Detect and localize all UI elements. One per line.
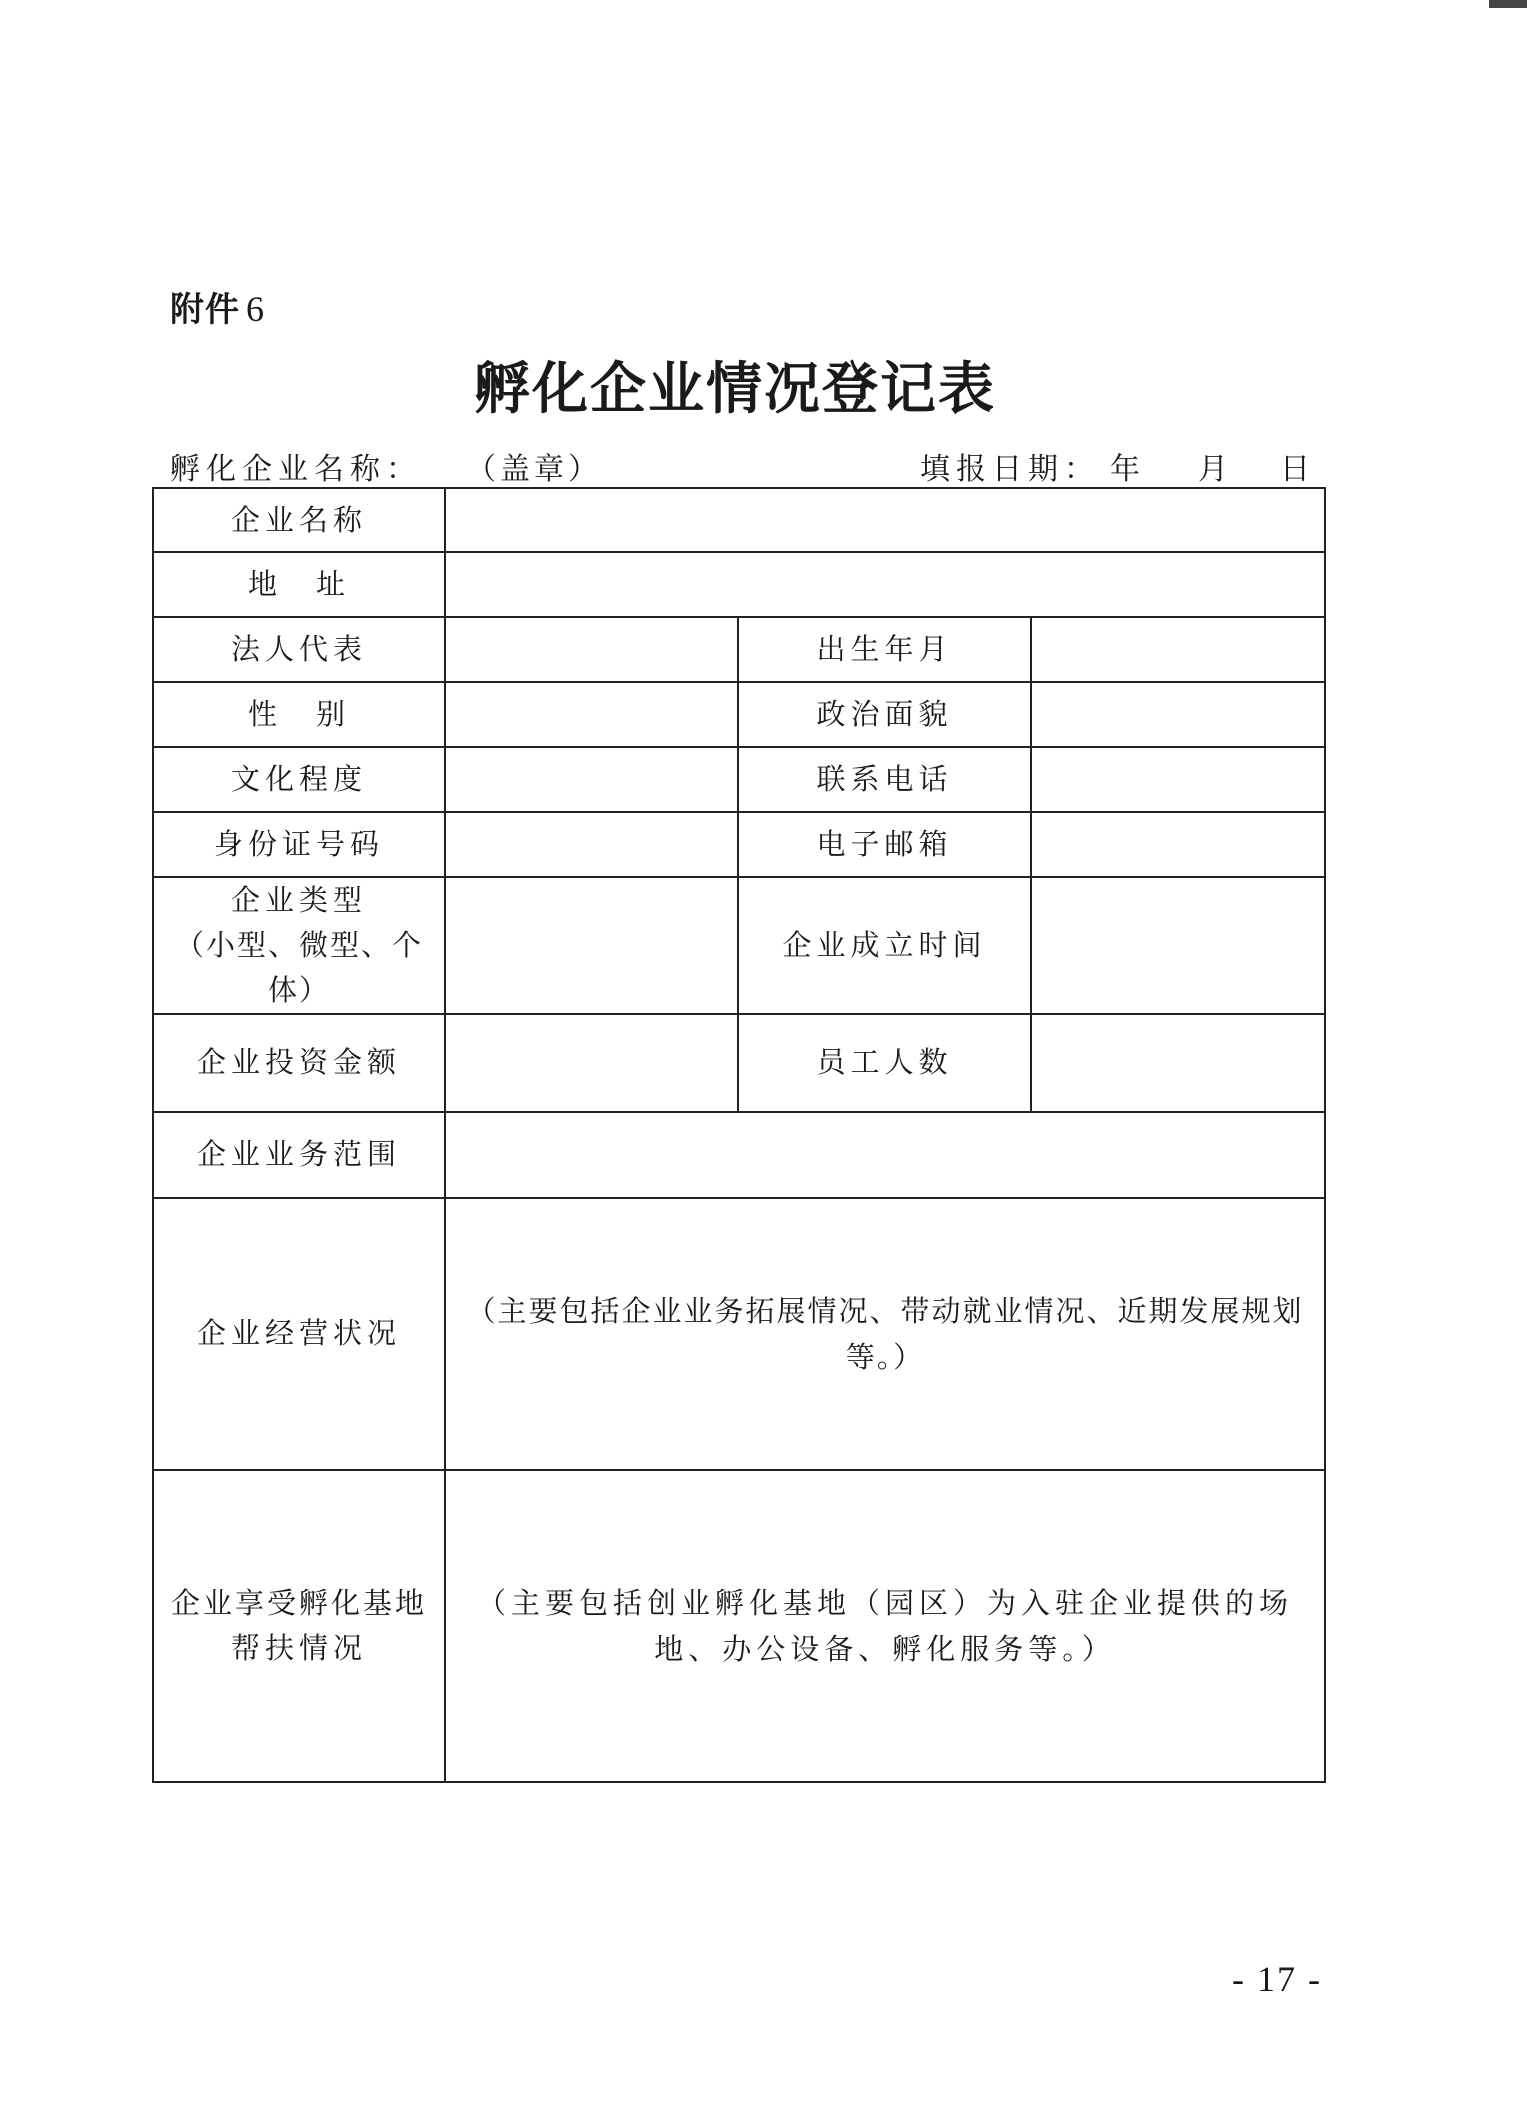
label-political: 政治面貌 bbox=[738, 682, 1031, 747]
month-label: 月 bbox=[1198, 452, 1234, 487]
field-phone[interactable] bbox=[1031, 747, 1325, 812]
row-company-name bbox=[153, 488, 1325, 552]
label-company-name: 企业名称 bbox=[153, 488, 445, 552]
page-number: - 17 - bbox=[1232, 1959, 1322, 1999]
label-incubator-support-line1: 企业享受孵化基地 bbox=[170, 1585, 427, 1620]
row-gender bbox=[153, 682, 1325, 747]
company-name-label: 孵化企业名称： bbox=[170, 452, 422, 487]
field-legal-rep[interactable] bbox=[445, 617, 738, 682]
label-company-type-note: （小型、微型、个体） bbox=[174, 927, 423, 1007]
label-company-type-main: 企业类型 bbox=[230, 883, 367, 917]
row-business-scope bbox=[153, 1112, 1325, 1198]
label-gender: 性 别 bbox=[153, 682, 445, 747]
label-address: 地 址 bbox=[153, 552, 445, 617]
label-birth: 出生年月 bbox=[738, 617, 1031, 682]
label-legal-rep: 法人代表 bbox=[153, 617, 445, 682]
row-investment bbox=[153, 1014, 1325, 1112]
row-id-number bbox=[153, 812, 1325, 877]
label-incubator-support-line2: 帮扶情况 bbox=[230, 1630, 367, 1665]
label-email: 电子邮箱 bbox=[738, 812, 1031, 877]
label-business-scope: 企业业务范围 bbox=[153, 1112, 445, 1198]
attachment-label bbox=[170, 282, 265, 331]
label-company-type bbox=[153, 877, 445, 1014]
label-employees: 员工人数 bbox=[738, 1014, 1031, 1112]
fill-date-label: 填报日期： bbox=[920, 452, 1100, 487]
field-operation[interactable] bbox=[445, 1198, 1325, 1470]
scan-edge-mark bbox=[1489, 0, 1527, 8]
label-education: 文化程度 bbox=[153, 747, 445, 812]
field-business-scope[interactable] bbox=[445, 1112, 1325, 1198]
row-legal-rep bbox=[153, 617, 1325, 682]
attachment-number: 6 bbox=[246, 289, 265, 329]
incubator-support-note: （主要包括创业孵化基地（园区）为入驻企业提供的场地、办公设备、孵化服务等。） bbox=[477, 1585, 1294, 1666]
label-operation: 企业经营状况 bbox=[153, 1198, 445, 1470]
field-birth[interactable] bbox=[1031, 617, 1325, 682]
row-operation bbox=[153, 1198, 1325, 1470]
operation-note: （主要包括企业业务拓展情况、带动就业情况、近期发展规划等。） bbox=[466, 1293, 1304, 1374]
field-id-number[interactable] bbox=[445, 812, 738, 877]
field-address[interactable] bbox=[445, 552, 1325, 617]
seal-note: （盖章） bbox=[466, 452, 602, 487]
field-company-name[interactable] bbox=[445, 488, 1325, 552]
row-company-type bbox=[153, 877, 1325, 1014]
label-investment: 企业投资金额 bbox=[153, 1014, 445, 1112]
label-founded: 企业成立时间 bbox=[738, 877, 1031, 1014]
label-phone: 联系电话 bbox=[738, 747, 1031, 812]
row-address bbox=[153, 552, 1325, 617]
field-incubator-support[interactable] bbox=[445, 1470, 1325, 1782]
field-email[interactable] bbox=[1031, 812, 1325, 877]
field-investment[interactable] bbox=[445, 1014, 738, 1112]
day-label: 日 bbox=[1280, 452, 1316, 487]
row-education bbox=[153, 747, 1325, 812]
field-founded[interactable] bbox=[1031, 877, 1325, 1014]
label-incubator-support bbox=[153, 1470, 445, 1782]
field-education[interactable] bbox=[445, 747, 738, 812]
attachment-text: 附件 bbox=[170, 290, 240, 330]
field-employees[interactable] bbox=[1031, 1014, 1325, 1112]
year-label: 年 bbox=[1110, 452, 1146, 487]
label-id-number: 身份证号码 bbox=[153, 812, 445, 877]
field-political[interactable] bbox=[1031, 682, 1325, 747]
field-company-type[interactable] bbox=[445, 877, 738, 1014]
field-gender[interactable] bbox=[445, 682, 738, 747]
registration-form-table bbox=[152, 487, 1326, 1783]
row-incubator-support bbox=[153, 1470, 1325, 1782]
form-title: 孵化企业情况登记表 bbox=[474, 357, 996, 422]
